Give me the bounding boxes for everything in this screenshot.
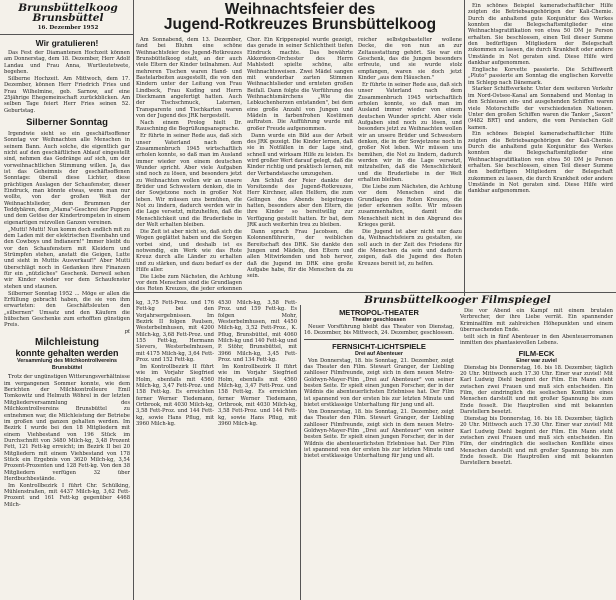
paragraph: reicher selbstgebastelter wollene Decke, die von nun an zur Zeltausstattung gehört. Sie war ein Geschenk, das die Jungen besonders erfreute, und sie wurde stolz empfangen, waren sie doch jetzt Kinder „aus dem Häuschen." (358, 37, 462, 82)
paragraph: Die Liebe zum Nächsten, die Achtung vor dem Menschen sind die Grundlagen des Roten Kreuzes, die jeder erkennen (136, 273, 242, 292)
paragraph: Am Sonnabend, dem 13. Dezember, fand bei Bluhm eine schöne Weihnachtsfeier des Jugend-Rotkreuzes Brunsbüttelkoog statt, an der auch viele Eltern der Kinder teilnahmen. Auf mehreren Tischen waren Hand- und Bastelarbeiten ausgestellt, die von den Kindern unter der Leitung von Frau Lindbeck, Frau Kuding und Herrn Dieckmann angefertigt hatten. Auch der Tischschmuck, Laternen, Transparente und Tischkarten waren von der Jugend des JRK hergestellt. (136, 37, 242, 120)
column-rule (133, 0, 134, 600)
article-column-b (247, 37, 353, 292)
paragraph: kg, 3,75 Fett-Proz. und 176 Fett-kg bei den Vorjahrsergebnissen. Im Bezirk II folgen Paulsen, Westerbelmhusen, mit 4200 Milch-kg, 3,68 Fett-Proz. und 155 Fett-kg, Hermann Sievers, Westerbelmhusen, mit 4175 Milch-kg, 3,64 Fett-Proz. und 152 Fett-kg. (136, 300, 214, 364)
paragraph: Nach einem Prolog hielt Dr. Rauschning die Begrüßungsansprache. (136, 119, 242, 133)
heading-milk-sub: Versammlung des Milchkontrollvereins Brunsbüttel (16, 358, 118, 372)
paragraph: Irgendwie sieht so ein geschäftsoffener Sonntag vor Weihnachten alle Menschen in seinem Bann. Auch solche, die eigentlich gar nicht auf den geschäftlichen Ablauf eingestellt sind, nehmen das Gedränge auf sich, um der vorweihnachtlichen Stimmung willen. Ja, das ist das Geheimnis der geschäftsoffenen Sonntage: überall diese Lichter, diese prächtigen Auslagen der Schaufenster, dieser Eindruck, man könnte etwas, wenn man nur wollte, von der großen Welt der Weihnachtslieder, dem Brummen der Teddybären, dem „Mama"-Geschrei der Puppen und dem Getöse der Kindertrompeten in einem eigenartigen reizvollen Ganzen vereinen. (4, 130, 130, 226)
article-title (135, 2, 465, 32)
masthead (4, 3, 132, 23)
article-title-line-1: Weihnachtsfeier des (224, 1, 376, 18)
paragraph: Dann wurde ein Bild aus der Arbeit des JRK gezeigt. Die Kinder lernen, daß sie in Notfällen in der Lage sind, schnell und wirksam Hilfe zu leisten. Es wird großer Wert darauf gelegt, daß die Kinder richtig und praktisch lernen, mit der Verbandstasche umzugehen. (247, 132, 353, 177)
paragraph: „Mutti! Mutti! Nun komm doch endlich mit zu dem Laden mit der elektrischen Eisenbahn und den Cowboys und Indianern!" Immer bleibt du vor den Schaufenstern mit Kleidern und Strümpfen stehen, anstatt die Geigen, Lutte und sieht in Muttis Ausverkauf!" Aber Mutti überschlägt noch in Gedanken ihre Finanzen für ein „nützliches" Geschenk. Derweil sehen wir Kinder wieder vor dem Schaufenster stehen und staunen. (4, 226, 130, 290)
paragraph: Von Donnerstag, 18. bis Sonntag, 21. Dezember, zeigt das Theater den Film. Stewart Granger, der Liebling zahlloser Filmfreunde, zeigt sich in dem neuen Metro-Goldwyn-Mayer-Film „Drei auf Abenteuer" von seiner besten Seite. Er spielt einen jungen Forscher, der in der Wildnis die abenteuerlichsten Erlebnisse hat. Der Film ist spannend von der ersten bis zur letzten Minute und bietet erstklassige Unterhaltung für jung und alt. (304, 408, 454, 460)
film-column-2 (460, 308, 613, 600)
paragraph: Neuer Vorsführung bleibt das Theater von Dienstag, 16. Dezember, bis Mittwoch, 24. Dezember, geschlossen. (304, 324, 454, 337)
heading-silver-sunday: Silberner Sonntag (26, 116, 108, 128)
paragraph: Das Fest der Diamantenen Hochzeit können am Donnerstag, dem 18. Dezember, Herr Adolf Landau und Frau Anna, Wurtleutetwete, begehen. (4, 50, 130, 76)
milk-results-column-1 (136, 300, 214, 600)
column-rule (464, 0, 465, 296)
film-column-1 (304, 308, 454, 600)
paragraph: Englische Korvette passierte. Die Schiffswerft „Pluto" passierte am Sonntag die englischen Korvette im Schlepp nach Dänemark. (468, 66, 613, 86)
theater-fernsicht: FERNSICHT-LICHTSPIELE (332, 341, 426, 351)
paragraph: Im Kontrollbezirk II führt wie im Vorjahr Siegfried Holm, ebenfalls mit 4560 Milch-kg, 3,47 Fett-Proz. und 158 Fett-kg. Es erreichten ferner Werner Tiedemann, Ortbrook, mit 4030 Milch-kg, 3,58 Fett-Proz. und 144 Fett-kg, sowie Hans Pflug, mit 3960 Milch-kg. (136, 363, 214, 428)
issue-date: 16. Dezember 1952 (37, 25, 99, 31)
author-signature: pt (124, 329, 130, 336)
paragraph: Ein schönes Beispiel kameradschaftlicher Hilfe zeigten die Betriebsangehörigen der Kali-Chemie. Durch die anhaltend gute Konjunktur des Werkes konnten die Belegschaftsmitglieder eine Weihnachtsgratifikation von etwa 50 DM je Person erhalten. Sie beschlossen, einen Teil dieser Summe den bedürftigen Mitgliedern der Belegschaft zukommen zu lassen, die durch Krankheit oder andere Umstände in Not geraten sind. Diese Hilfe wird dankbar aufgenommen. (468, 3, 613, 67)
divider (304, 339, 454, 340)
paragraph: Silberner Sonntag 1952 ... Möge er allen die Erfüllung gebracht haben, die sie von ihm erwarteten: den Geschäftsleuten den „silbernen" Umsatz und den Käufern die hübschen Geschenke zum erhofften günstigen Preis. (4, 290, 130, 329)
masthead-rule (0, 34, 133, 35)
paragraph: Dienstag bis Donnerstag, 16. bis 18. Dezember, täglich 20 Uhr. Mittwoch auch 17.30 Uhr. Einer war zuviel! Mit Karl Ludwig Diehl beginnt der Film. Ein Mann steht zwischen zwei Frauen und muß sich entscheiden. Ein Film, der eindringlich die seelischen Konflikte eines Menschen darstellt und mit großer Spannung bis zum Ende fesselt. Die Hauptrollen sind mit bekannten Darstellern besetzt. (460, 415, 613, 467)
paragraph: teilt sich in fünf Abenteuer in den Abenteuerromanen inmitten des phantasievollen Lebens. (460, 333, 613, 347)
column-left (4, 38, 130, 600)
film-section-heading: Brunsbüttelkooger Filmspiegel (364, 294, 551, 306)
paragraph: Am Schluß der Feier dankte der Vorsitzende des Jugend-Rotkreuzes, Herr Kirchner, allen Helfern, die zum Gelingen des Abends beigetragen hatten, besonders aber den Eltern, die ihre Kinder so bereitwillig zur Verfügung gestellt hatten. Er bat, dem JRK auch weiterhin treu zu bleiben. (247, 177, 353, 228)
heading-milk-2: konnte gehalten werden (15, 348, 119, 359)
paragraph: Die vor Abend ein Kampf mit einem brutalen Verbrecher, der ihre Liebe verrät. Ein spannender Kriminalfilm mit zahlreichen Höhepunkten und einem überraschenden Ende. (460, 308, 613, 334)
theater-metropol: METROPOL-THEATER (339, 308, 419, 317)
paragraph: Chor. Ein Krippenspiel wurde gezeigt, das gerade in seiner Schlichtheit tiefen Eindruck machte. Das bewährte Akkordeon-Orchester des Herrn Mahlstedt spielte schöne, alte Weihnachtsweisen. Zwei Mädel sangen mit wunderbar zarten Stimmen Weihnachtslieder und ernteten großen Beifall. Dann folgte die Vorführung des Weihnachtsmärchens „Wie die Lebkuchenherzen entstanden", bei dem eine große Anzahl von Jungen und Mädeln in farbenfrohen Kostümen auftraten. Die Aufführung wurde mit großer Freude aufgenommen. (247, 37, 353, 132)
paragraph: Dienstag bis Donnerstag, 16. bis 18. Dezember, täglich 20 Uhr. Mittwoch auch 17.30 Uhr. Einer war zuviel! Mit Karl Ludwig Diehl beginnt der Film. Ein Mann steht zwischen zwei Frauen und muß sich entscheiden. Ein Film, der eindringlich die seelischen Konflikte eines Menschen darstellt und mit großer Spannung bis zum Ende fesselt. Die Hauptrollen sind mit bekannten Darstellern besetzt. (460, 364, 613, 415)
paragraph: 4530 Milch-kg, 3,58 Fett-Proz. und 159 Fett-kg. Es folgen Mohr, Westerbelmhusen, mit 4450 Milch-kg, 3,52 Fett-Proz., K. Pflug, Brunsbüttel, mit 4060 Milch-kg und 140 Fett-kg und P. Stöhr, Brunsbüttel, mit 3966 Milch-kg, 3,45 Fett-Proz. und 134 Fett-kg. (218, 300, 297, 364)
theater-fernsicht-film: Drei auf Abenteuer (354, 350, 404, 357)
masthead-line-2: Brunsbüttel (32, 12, 104, 24)
paragraph: Ein schönes Beispiel kameradschaftlicher Hilfe zeigten die Betriebsangehörigen der Kali-Chemie. Durch die anhaltend gute Konjunktur des Werkes konnten die Belegschaftsmitglieder eine Weihnachtsgratifikation von etwa 50 DM je Person erhalten. Sie beschlossen, einen Teil dieser Summe den bedürftigen Mitgliedern der Belegschaft zukommen zu lassen, die durch Krankheit oder andere Umstände in Not geraten sind. Diese Hilfe wird dankbar aufgenommen. (468, 131, 613, 195)
section-rule (133, 292, 616, 293)
paragraph: Die Jugend ist aber nicht nur dazu da, Weihnachtsfeiern zu gestalten, sie soll auch in der Zeit des Friedens für die Menschen da sein und dadurch zeigen, daß die Jugend des Roten Kreuzes bereit ist, zu helfen. (358, 228, 462, 267)
theater-film-eck-film: Einer war zuviel (516, 357, 557, 364)
article-column-a (136, 37, 242, 292)
paragraph: Er führte in seiner Rede aus, daß sich unser Vaterland nach dem Zusammenbruch 1945 wirtschaftlich erholen konnte, so daß man im Ausland immer wieder von einem deutschen Wunder spricht. Aber viele Aufgaben sind noch zu lösen, und besonders jetzt zu Weihnachten wollen wir an unsere Brüder und Schwestern denken, die in der Sowjetzone noch in großer Not leben. Wir müssen uns bemühen, die Not zu lindern, dadurch werden wir in die Lage versetzt, mitzuhelfen, daß die Menschlichkeit und die Bruderliebe in der Welt erhalten bleiben. (136, 133, 242, 228)
theater-metropol-status: Theater geschlossen (352, 317, 406, 323)
paragraph: Im Kontrollbezirk I führt Chr. Schülking, Mühlenstraßen, mit 4437 Milch-kg, 3,62 Fett-Prozent und 161 Fett-kg gegenüber 4468 Milch- (4, 482, 130, 508)
milk-results-column-2 (218, 300, 297, 600)
theater-film-eck: FILM-ECK (518, 348, 555, 358)
heading-milk-1: Milchleistung (35, 337, 99, 349)
paragraph: Im Kontrollbezirk II führt wie im Vorjahr Siegfried Holm, ebenfalls mit 4560 Milch-kg, 3,47 Fett-Proz. und 158 Fett-kg. Es erreichten ferner Werner Tiedemann, Ortbrook, mit 4030 Milch-kg, 3,58 Fett-Proz. und 144 Fett-kg, sowie Hans Pflug, mit 3960 Milch-kg. (218, 363, 297, 428)
column-rule (300, 305, 301, 600)
paragraph: Dann sprach Frau Jacobsen, die Kolonnenführerin, der weiblichen Bereitschaft des DRK. Sie dankte den Jungen und Mädeln, den Eltern und allen Mitwirkenden und hob hervor, daß die Jugend im DRK eine große Aufgabe habe, für die Menschen da zu sein. (247, 228, 353, 280)
paragraph: Von Donnerstag, 18. bis Sonntag, 21. Dezember, zeigt das Theater den Film. Stewart Granger, der Liebling zahlloser Filmfreunde, zeigt sich in dem neuen Metro-Goldwyn-Mayer-Film „Drei auf Abenteuer" von seiner besten Seite. Er spielt einen jungen Forscher, der in der Wildnis die abenteuerlichsten Erlebnisse hat. Der Film ist spannend von der ersten bis zur letzten Minute und bietet erstklassige Unterhaltung für jung und alt. (304, 357, 454, 409)
paragraph: Starker Schiffsverkehr. Unter dem weiteren Verkehr im Nord-Ostsee-Kanal am Sonnabend und Montag in den Schleusen ein- und ausgehenden Schiffen waren viele Motorschiffe der verschiedensten Nationen. Unter den großen Schiffen waren die Tanker „Saxon" (9482 BRT) und andere, die vom Persischen Golf kamen. (468, 86, 613, 131)
paragraph: Die Liebe zum Nächsten, die Achtung vor dem Menschen sind die Grundlagen des Roten Kreuzes, die jeder erkennen sollte. Wir müssen zusammenhalten, damit die Menschheit nicht in den Abgrund des Krieges gerät. (358, 183, 462, 228)
paragraph: Die Zeit ist aber nicht so, daß sich die Wogen geglättet haben und die Sorgen vorbei sind, und deshalb ist es notwendig, ein Werk wie das Rote Kreuz durch alle Länder zu erhalten und zu stärken, und dazu bedarf es der Hilfe aller. (136, 228, 242, 273)
paragraph: Silberne Hochzeit. Am Mittwoch, dem 17. Dezember, können Herr Friedrich Fries und Frau Wilhelmine, geb. Sarnow, auf eine 25jährige Ehegemeinschaft zurückblicken. Am selben Tage feiert Herr Fries seinen 52. Geburtstag. (4, 75, 130, 114)
column-right (468, 3, 613, 291)
masthead-line-1: Brunsbüttelkoog (18, 2, 118, 14)
article-title-line-2: Jugend-Rotkreuzes Brunsbüttelkoog (163, 16, 437, 33)
paragraph: Trotz der ungünstigen Witterungsverhältnisse im vergangenen Sommer konnte, wie dem Berichten der Milchkontrolleure Emil Tomkowitz und Helmuth Wöhrel in der letzten Mitgliederversammlung des Milchkontrollvereins Brunsbüttel zu entnehmen war, die Milchleistung der Betriebe im großen und ganzen gehalten werden. Im Bezirk I wurde bei den 18 Mitgliedern mit einem Viehbestand von 196 Stück im Durchschnitt von 3480 Milch-kg, 3,48 Prozent Fett, 121 Fett-kg erreicht; im Bezirk II bei 20 Mitgliedern mit einem Viehbestand von 178 Stück ein Ergebnis von 3620 Milch-kg, 3,54 Prozent-Prozenten und 128 Fett-kg. Von den 38 Mitgliedern verfügen 32 über Herdbuchbestände. (4, 374, 130, 482)
heading-congratulations: Wir gratulieren! (35, 38, 99, 48)
article-column-c (358, 37, 462, 292)
paragraph: Er führte in seiner Rede aus, daß sich unser Vaterland nach dem Zusammenbruch 1945 wirtschaftlich erholen konnte, so daß man im Ausland immer wieder von einem deutschen Wunder spricht. Aber viele Aufgaben sind noch zu lösen, und besonders jetzt zu Weihnachten wollen wir an unsere Brüder und Schwestern denken, die in der Sowjetzone noch in großer Not leben. Wir müssen uns bemühen, die Not zu lindern, dadurch werden wir in die Lage versetzt, mitzuhelfen, daß die Menschlichkeit und die Bruderliebe in der Welt erhalten bleiben. (358, 81, 462, 184)
